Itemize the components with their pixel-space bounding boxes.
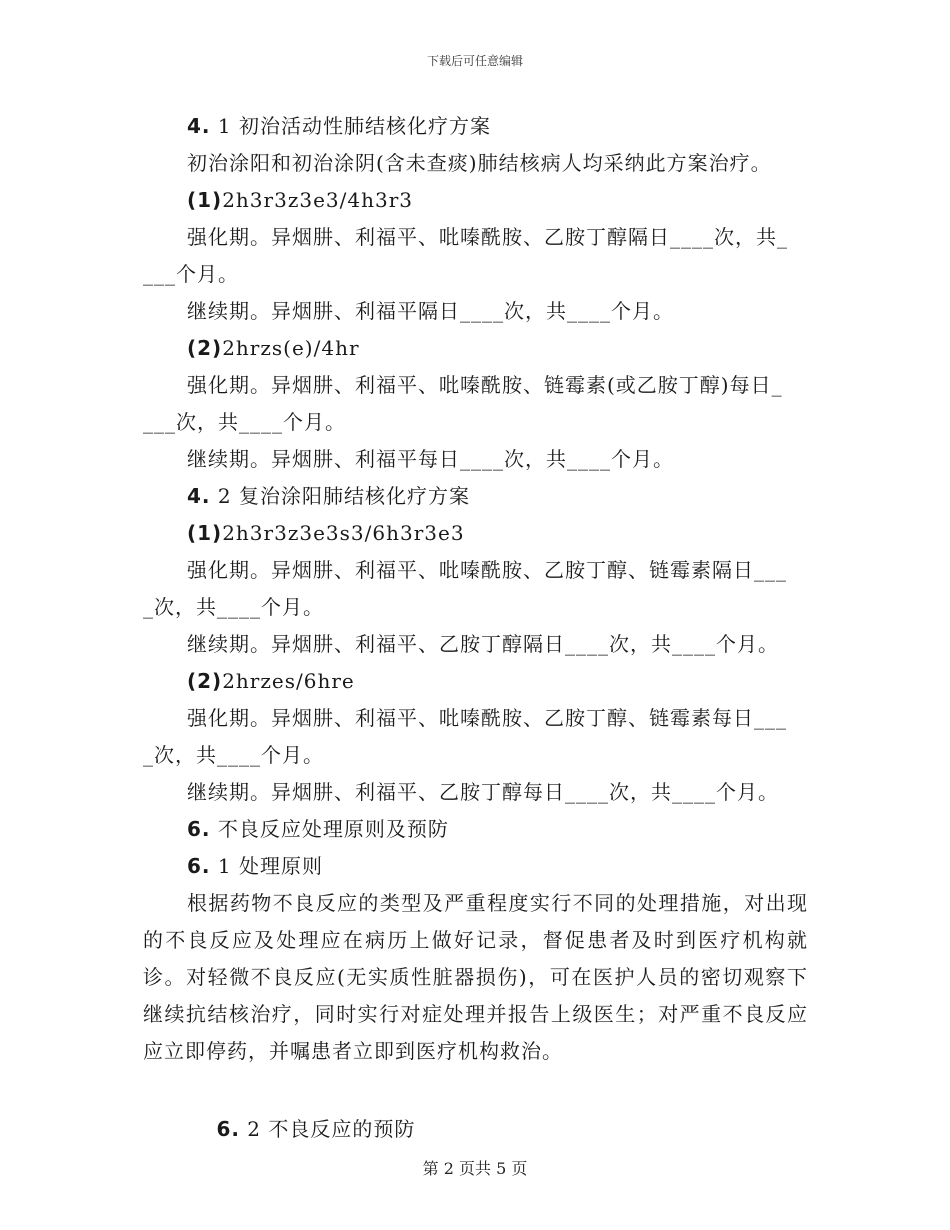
section-heading: [143, 811, 808, 848]
text-line: [143, 404, 808, 441]
text-line: [143, 700, 808, 737]
line-text: 强化期。异烟肼、利福平、吡嗪酰胺、乙胺丁醇隔日____次，共_: [187, 225, 788, 249]
line-text: 初治涂阳和初治涂阴(含未查痰)肺结核病人均采纳此方案治疗。: [187, 151, 772, 175]
text-line: [143, 293, 808, 330]
section-number: 4.: [187, 114, 211, 138]
line-text: 2hrzes/6hre: [222, 669, 355, 693]
text-line: [143, 737, 808, 774]
section-heading: [143, 478, 808, 515]
section-number: (1): [187, 521, 223, 545]
text-line: [143, 367, 808, 404]
section-heading: [143, 1074, 808, 1141]
text-line: [143, 589, 808, 626]
section-heading: [143, 515, 808, 552]
section-number: (2): [187, 336, 223, 360]
line-text: 继续期。异烟肼、利福平每日____次，共____个月。: [187, 447, 674, 471]
line-text: ___个月。: [143, 262, 239, 286]
line-text: 强化期。异烟肼、利福平、吡嗪酰胺、乙胺丁醇、链霉素隔日___: [187, 558, 787, 582]
line-text: 1 处理原则: [210, 854, 323, 878]
line-text: _次，共____个月。: [143, 595, 324, 619]
document-lines: [143, 108, 808, 885]
section-number: (1): [187, 188, 223, 212]
section-heading: [143, 182, 808, 219]
line-text: _次，共____个月。: [143, 743, 324, 767]
page-header: 下载后可任意编辑: [426, 54, 523, 68]
line-text: 继续期。异烟肼、利福平隔日____次，共____个月。: [187, 299, 674, 323]
section-heading: [143, 848, 808, 885]
section-heading: [143, 663, 808, 700]
line-text: 1 初治活动性肺结核化疗方案: [210, 114, 491, 138]
text-line: [143, 219, 808, 256]
line-text: 不良反应处理原则及预防: [210, 817, 449, 841]
page-footer: 第 2 页共 5 页: [422, 1159, 528, 1178]
line-text: 继续期。异烟肼、利福平、乙胺丁醇每日____次，共____个月。: [187, 780, 779, 804]
text-line: [143, 441, 808, 478]
section-number: 6.: [216, 1117, 240, 1141]
line-text: ___次，共____个月。: [143, 410, 346, 434]
line-text: 强化期。异烟肼、利福平、吡嗪酰胺、链霉素(或乙胺丁醇)每日_: [187, 373, 783, 397]
text-line: [143, 626, 808, 663]
text-line: [143, 145, 808, 182]
line-text: 2hrzs(e)/4hr: [222, 336, 360, 360]
line-text: 继续期。异烟肼、利福平、乙胺丁醇隔日____次，共____个月。: [187, 632, 779, 656]
section-number: 6.: [187, 854, 211, 878]
text-line: [143, 552, 808, 589]
section-number: 4.: [187, 484, 211, 508]
text-line: [143, 256, 808, 293]
document-body: [143, 108, 808, 1141]
section-title: 2 不良反应的预防: [239, 1117, 416, 1141]
section-number: 6.: [187, 817, 211, 841]
section-heading: [143, 330, 808, 367]
line-text: 2h3r3z3e3s3/6h3r3e3: [222, 521, 465, 545]
line-text: 2 复治涂阳肺结核化疗方案: [210, 484, 470, 508]
section-heading: [143, 108, 808, 145]
text-line: [143, 774, 808, 811]
body-paragraph: 根据药物不良反应的类型及严重程度实行不同的处理措施，对出现的不良反应及处理应在病历上做好记录，督促患者及时到医疗机构就诊。对轻微不良反应(无实质性脏器损伤)，可在医护人员的密切观察下继续抗结核治疗，同时实行对症处理并报告上级医生；对严重不良反应应立即停药，并嘱患者立即到医疗机构救治。: [143, 891, 808, 1063]
section-number: (2): [187, 669, 223, 693]
line-text: 2h3r3z3e3/4h3r3: [222, 188, 413, 212]
line-text: 强化期。异烟肼、利福平、吡嗪酰胺、乙胺丁醇、链霉素每日___: [187, 706, 787, 730]
